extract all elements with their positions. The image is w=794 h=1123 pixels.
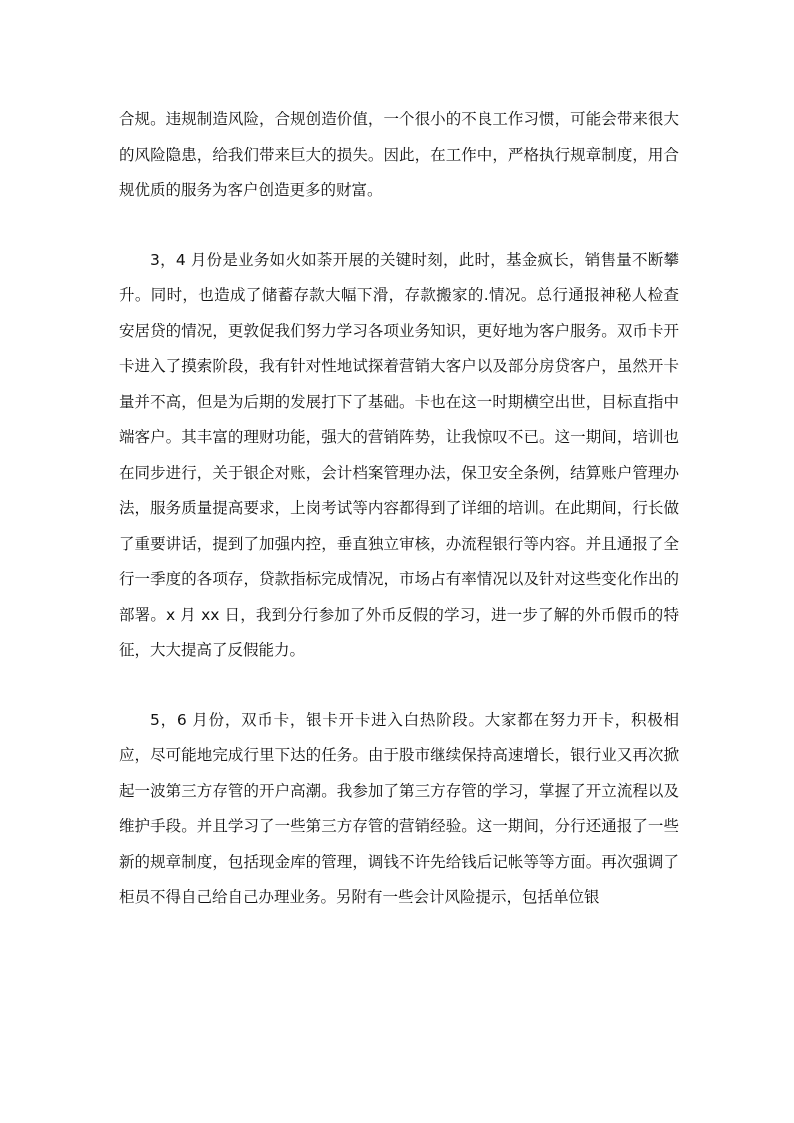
paragraph-spacer — [119, 209, 679, 243]
paragraph-3: 5，6 月份，双币卡，银卡开卡进入白热阶段。大家都在努力开卡，积极相应，尽可能地完成行里下达的任务。由于股市继续保持高速增长，银行业又再次掀起一波第三方存管的开户高潮。我参加了第三方存管的学习，掌握了开立流程以及维护手段。并且学习了一些第三方存管的营销经验。这一期间，分行还通报了一些新的规章制度，包括现金库的管理，调钱不许先给钱后记帐等等方面。再次强调了柜员不得自己给自己办理业务。另附有一些会计风险提示，包括单位银 — [119, 710, 679, 906]
document-body — [119, 102, 679, 916]
paragraph-2: 3，4 月份是业务如火如荼开展的关键时刻，此时，基金疯长，销售量不断攀升。同时，也造成了储蓄存款大幅下滑，存款搬家的.情况。总行通报神秘人检查安居贷的情况，更敦促我们努力学习各项业务知识，更好地为客户服务。双币卡开卡进入了摸索阶段，我有针对性地试探着营销大客户以及部分房贷客户，虽然开卡量并不高，但是为后期的发展打下了基础。卡也在这一时期横空出世，目标直指中端客户。其丰富的理财功能，强大的营销阵势，让我惊叹不已。这一期间，培训也在同步进行，关于银企对账，会计档案管理办法，保卫安全条例，结算账户管理办法，服务质量提高要求，上岗考试等内容都得到了详细的培训。在此期间，行长做了重要讲话，提到了加强内控，垂直独立审核，办流程银行等内容。并且通报了全行一季度的各项存，贷款指标完成情况，市场占有率情况以及针对这些变化作出的部署。x 月 xx 日，我到分行参加了外币反假的学习，进一步了解的外币假币的特征，大大提高了反假能力。 — [119, 250, 679, 659]
paragraph-1: 合规。违规制造风险，合规创造价值，一个很小的不良工作习惯，可能会带来很大的风险隐患，给我们带来巨大的损失。因此，在工作中，严格执行规章制度，用合规优质的服务为客户创造更多的财富。 — [119, 110, 679, 199]
paragraph-spacer — [119, 669, 679, 703]
